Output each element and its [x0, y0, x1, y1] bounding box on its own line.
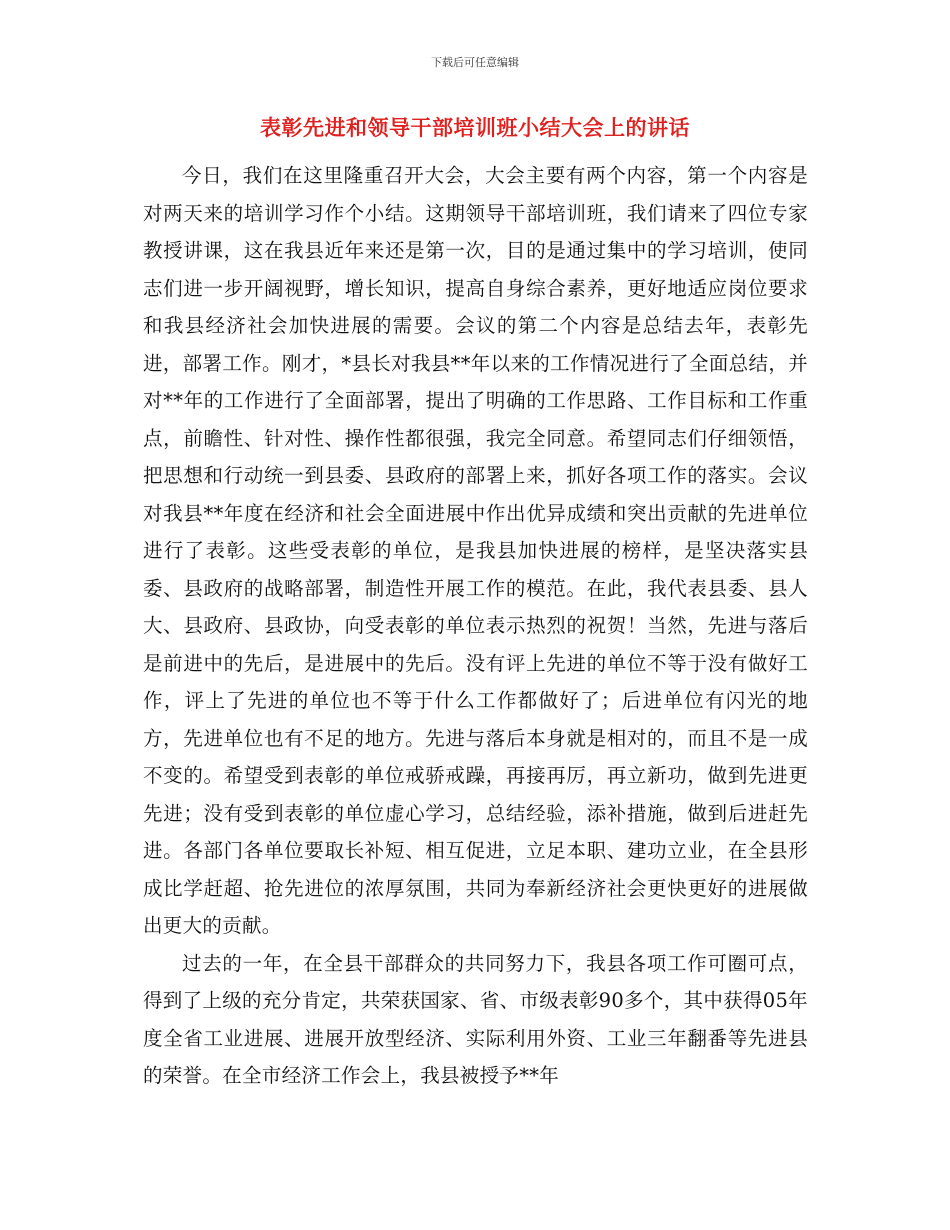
document-body [143, 157, 808, 1095]
page-header-note: 下载后可任意编辑 [431, 56, 519, 69]
document-title: 表彰先进和领导干部培训班小结大会上的讲话 [260, 116, 690, 140]
paragraph-2: 过去的一年，在全县干部群众的共同努力下，我县各项工作可圈可点，得到了上级的充分肯定，共荣获国家、省、市级表彰90多个，其中获得05年度全省工业进展、进展开放型经济、实际利用外资、工业三年翻番等先进县的荣誉。在全市经济工作会上，我县被授予**年 [143, 951, 808, 1087]
paragraph-1: 今日，我们在这里隆重召开大会，大会主要有两个内容，第一个内容是对两天来的培训学习作个小结。这期领导干部培训班，我们请来了四位专家教授讲课，这在我县近年来还是第一次，目的是通过集中的学习培训，使同志们进一步开阔视野，增长知识，提高自身综合素养，更好地适应岗位要求和我县经济社会加快进展的需要。会议的第二个内容是总结去年，表彰先进，部署工作。刚才，*县长对我县**年以来的工作情况进行了全面总结，并对**年的工作进行了全面部署，提出了明确的工作思路、工作目标和工作重点，前瞻性、针对性、操作性都很强，我完全同意。希望同志们仔细领悟，把思想和行动统一到县委、县政府的部署上来，抓好各项工作的落实。会议对我县**年度在经济和社会全面进展中作出优异成绩和突出贡献的先进单位进行了表彰。这些受表彰的单位，是我县加快进展的榜样，是坚决落实县委、县政府的战略部署，制造性开展工作的模范。在此，我代表县委、县人大、县政府、县政协，向受表彰的单位表示热烈的祝贺！当然，先进与落后是前进中的先后，是进展中的先后。没有评上先进的单位不等于没有做好工作，评上了先进的单位也不等于什么工作都做好了；后进单位有闪光的地方，先进单位也有不足的地方。先进与落后本身就是相对的，而且不是一成不变的。希望受到表彰的单位戒骄戒躁，再接再厉，再立新功，做到先进更先进；没有受到表彰的单位虚心学习，总结经验，添补措施，做到后进赶先进。各部门各单位要取长补短、相互促进，立足本职、建功立业，在全县形成比学赶超、抢先进位的浓厚氛围，共同为奉新经济社会更快更好的进展做出更大的贡献。 [143, 164, 808, 937]
